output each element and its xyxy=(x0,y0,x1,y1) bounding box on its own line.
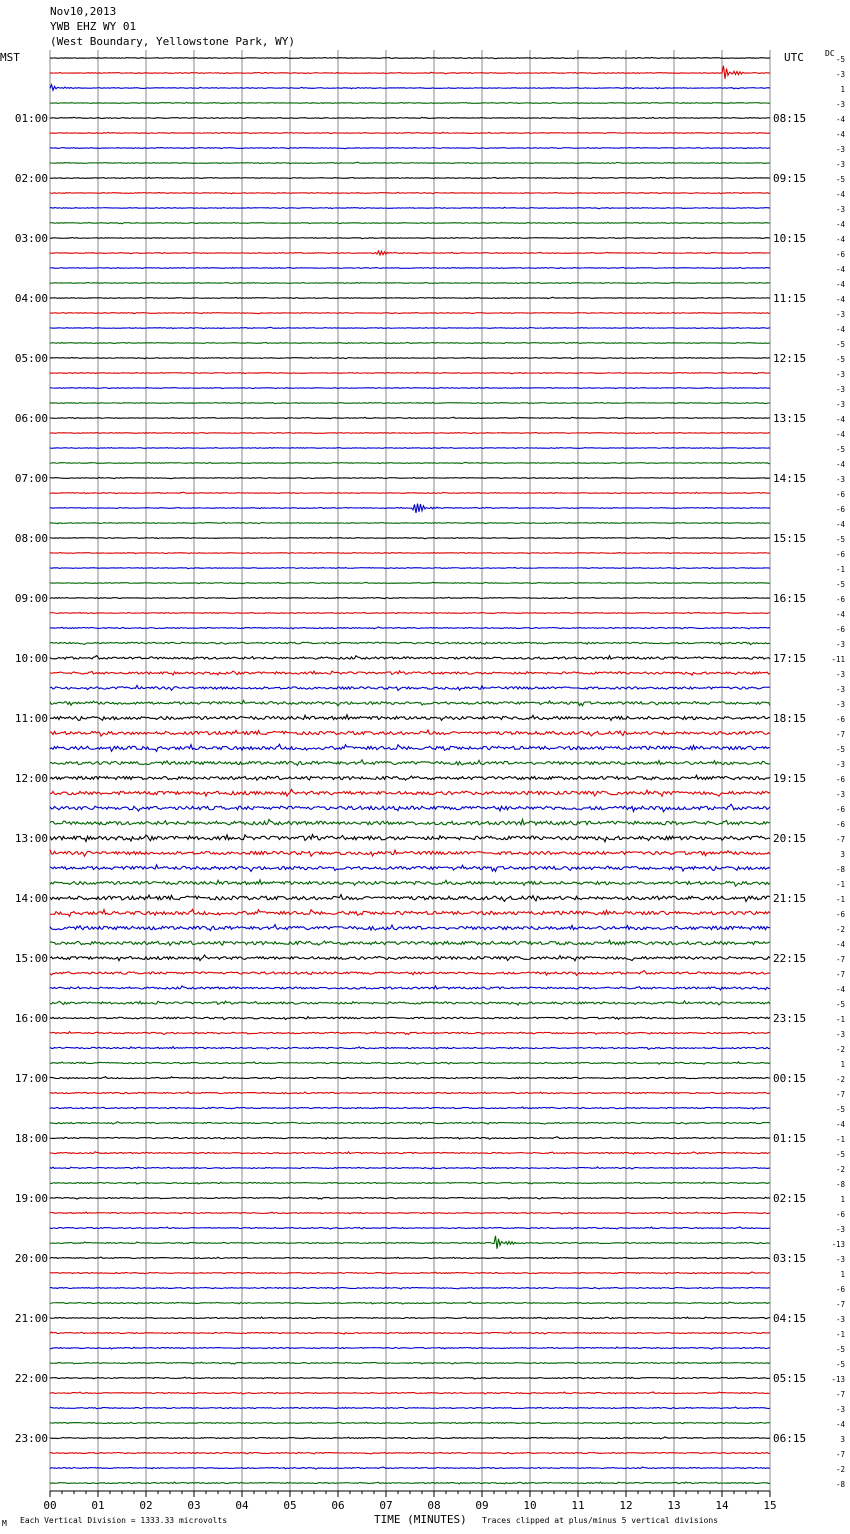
dc-offset-label: -3 xyxy=(835,760,845,769)
trace-row-21 xyxy=(50,372,770,373)
trace-row-50 xyxy=(50,804,770,812)
trace-row-93 xyxy=(50,1452,770,1454)
dc-offset-label: 1 xyxy=(840,1270,845,1279)
trace-row-81 xyxy=(50,1272,770,1274)
trace-row-8 xyxy=(50,177,770,178)
trace-row-46 xyxy=(50,744,770,751)
left-hour-label: 10:00 xyxy=(14,652,48,665)
right-hour-label: 04:15 xyxy=(773,1312,807,1325)
trace-row-86 xyxy=(50,1347,770,1349)
dc-offset-label: -6 xyxy=(835,505,845,514)
trace-row-94 xyxy=(50,1467,770,1469)
trace-row-64 xyxy=(50,1017,770,1020)
right-hour-label: 13:15 xyxy=(773,412,807,425)
trace-row-27 xyxy=(50,462,770,463)
trace-row-75 xyxy=(50,1182,770,1184)
dc-offset-label: 3 xyxy=(840,1435,845,1444)
trace-row-16 xyxy=(50,297,770,298)
station-channel: YWB EHZ WY 01 xyxy=(50,20,137,33)
dc-offset-label: -5 xyxy=(835,1360,845,1369)
trace-row-25 xyxy=(50,432,770,433)
left-hour-label: 05:00 xyxy=(14,352,48,365)
left-hour-label: 20:00 xyxy=(14,1252,48,1265)
trace-row-77 xyxy=(50,1212,770,1214)
dc-offset-label: -4 xyxy=(835,430,845,439)
dc-offset-label: -3 xyxy=(835,145,845,154)
trace-row-47 xyxy=(50,760,770,766)
trace-row-19 xyxy=(50,342,770,343)
dc-offset-label: -3 xyxy=(835,700,845,709)
trace-row-24 xyxy=(50,417,770,418)
left-hour-label: 18:00 xyxy=(14,1132,48,1145)
right-hour-label: 09:15 xyxy=(773,172,807,185)
dc-offset-label: -4 xyxy=(835,130,845,139)
right-hour-label: 15:15 xyxy=(773,532,807,545)
x-tick-label: 09 xyxy=(475,1499,489,1512)
station-date: Nov10,2013 xyxy=(50,5,117,18)
right-timezone-label: UTC xyxy=(784,51,804,64)
dc-offset-label: -8 xyxy=(835,1180,845,1189)
dc-offset-label: -4 xyxy=(835,325,845,334)
dc-offset-label: -6 xyxy=(835,625,845,634)
trace-row-28 xyxy=(50,477,770,478)
dc-offset-label: -5 xyxy=(835,1105,845,1114)
right-hour-label: 18:15 xyxy=(773,712,807,725)
left-hour-label: 03:00 xyxy=(14,232,48,245)
dc-offset-label: -3 xyxy=(835,1255,845,1264)
trace-row-43 xyxy=(50,700,770,705)
trace-row-65 xyxy=(50,1032,770,1035)
row-labels xyxy=(15,55,846,1489)
left-hour-label: 13:00 xyxy=(14,832,48,845)
dc-offset-label: -6 xyxy=(835,910,845,919)
right-hour-label: 00:15 xyxy=(773,1072,807,1085)
dc-offset-label: -13 xyxy=(831,1375,845,1384)
right-hour-label: 12:15 xyxy=(773,352,807,365)
trace-row-88 xyxy=(50,1377,770,1379)
left-hour-label: 17:00 xyxy=(14,1072,48,1085)
right-hour-label: 03:15 xyxy=(773,1252,807,1265)
dc-offset-label: -4 xyxy=(835,235,845,244)
left-hour-label: 01:00 xyxy=(14,112,48,125)
right-hour-label: 16:15 xyxy=(773,592,807,605)
right-hour-label: 10:15 xyxy=(773,232,807,245)
dc-offset-label: -6 xyxy=(835,820,845,829)
trace-row-10 xyxy=(50,207,770,208)
x-tick-label: 06 xyxy=(331,1499,345,1512)
trace-row-31 xyxy=(50,522,770,524)
dc-offset-label: -6 xyxy=(835,1210,845,1219)
dc-offset-label: -4 xyxy=(835,115,845,124)
trace-row-3 xyxy=(50,102,770,103)
dc-offset-label: -6 xyxy=(835,595,845,604)
x-tick-label: 12 xyxy=(619,1499,633,1512)
dc-offset-label: -7 xyxy=(835,1300,845,1309)
trace-row-44 xyxy=(50,715,770,721)
dc-offset-label: -3 xyxy=(835,100,845,109)
dc-offset-label: -4 xyxy=(835,520,845,529)
trace-row-69 xyxy=(50,1092,770,1094)
trace-row-5 xyxy=(50,132,770,133)
left-hour-label: 11:00 xyxy=(14,712,48,725)
dc-offset-label: -3 xyxy=(835,790,845,799)
dc-offset-label: -4 xyxy=(835,295,845,304)
dc-offset-label: -11 xyxy=(831,655,845,664)
trace-row-80 xyxy=(50,1257,770,1259)
dc-offset-label: -4 xyxy=(835,190,845,199)
trace-row-1 xyxy=(50,66,770,79)
x-tick-label: 02 xyxy=(139,1499,153,1512)
dc-offset-label: -7 xyxy=(835,1090,845,1099)
scale-note: Each Vertical Division = 1333.33 microvolts xyxy=(20,1516,228,1525)
trace-row-67 xyxy=(50,1062,770,1064)
dc-offset-label: -2 xyxy=(835,1045,845,1054)
trace-row-83 xyxy=(50,1302,770,1304)
trace-row-4 xyxy=(50,117,770,118)
dc-offset-label: -5 xyxy=(835,340,845,349)
dc-offset-label: -1 xyxy=(835,1330,845,1339)
trace-row-62 xyxy=(50,986,770,990)
trace-row-13 xyxy=(50,251,770,255)
trace-row-87 xyxy=(50,1362,770,1364)
dc-offset-label: -6 xyxy=(835,550,845,559)
left-hour-label: 23:00 xyxy=(14,1432,48,1445)
dc-offset-label: -1 xyxy=(835,880,845,889)
trace-row-76 xyxy=(50,1197,770,1199)
x-tick-label: 03 xyxy=(187,1499,201,1512)
x-tick-label: 00 xyxy=(43,1499,57,1512)
dc-offset-label: -3 xyxy=(835,1315,845,1324)
dc-offset-label: -4 xyxy=(835,985,845,994)
trace-row-73 xyxy=(50,1152,770,1154)
trace-row-61 xyxy=(50,971,770,976)
trace-row-79 xyxy=(50,1236,770,1249)
left-hour-label: 08:00 xyxy=(14,532,48,545)
trace-row-58 xyxy=(50,925,770,931)
dc-offset-label: -6 xyxy=(835,1285,845,1294)
dc-offset-label: -7 xyxy=(835,970,845,979)
trace-row-63 xyxy=(50,1001,770,1005)
trace-row-18 xyxy=(50,327,770,328)
trace-row-91 xyxy=(50,1422,770,1424)
trace-row-74 xyxy=(50,1167,770,1169)
trace-row-59 xyxy=(50,940,770,945)
trace-row-72 xyxy=(50,1137,770,1140)
dc-offset-label: -6 xyxy=(835,715,845,724)
dc-offset-label: -6 xyxy=(835,250,845,259)
left-hour-label: 16:00 xyxy=(14,1012,48,1025)
dc-offset-label: 3 xyxy=(840,850,845,859)
right-hour-label: 02:15 xyxy=(773,1192,807,1205)
x-tick-label: 05 xyxy=(283,1499,297,1512)
seismic-traces xyxy=(50,57,770,1484)
dc-offset-label: -4 xyxy=(835,940,845,949)
dc-offset-label: -1 xyxy=(835,565,845,574)
left-hour-label: 12:00 xyxy=(14,772,48,785)
corner-mark: M xyxy=(2,1519,7,1528)
x-tick-label: 11 xyxy=(571,1499,585,1512)
right-hour-label: 08:15 xyxy=(773,112,807,125)
trace-row-36 xyxy=(50,597,770,598)
right-hour-label: 11:15 xyxy=(773,292,807,305)
trace-row-15 xyxy=(50,282,770,283)
dc-offset-label: -8 xyxy=(835,1480,845,1489)
trace-row-12 xyxy=(50,237,770,238)
trace-row-53 xyxy=(50,849,770,856)
dc-offset-label: -4 xyxy=(835,1120,845,1129)
x-tick-label: 15 xyxy=(763,1499,777,1512)
trace-row-30 xyxy=(50,504,770,513)
dc-offset-label: -5 xyxy=(835,445,845,454)
right-hour-label: 17:15 xyxy=(773,652,807,665)
right-hour-label: 05:15 xyxy=(773,1372,807,1385)
trace-row-23 xyxy=(50,402,770,403)
trace-row-85 xyxy=(50,1332,770,1334)
trace-row-48 xyxy=(50,775,770,780)
trace-row-35 xyxy=(50,582,770,583)
trace-row-7 xyxy=(50,162,770,163)
left-timezone-label: MST xyxy=(0,51,20,64)
x-tick-label: 01 xyxy=(91,1499,105,1512)
trace-row-78 xyxy=(50,1227,770,1229)
trace-row-41 xyxy=(50,671,770,675)
dc-offset-label: -3 xyxy=(835,1030,845,1039)
dc-offset-label: -7 xyxy=(835,730,845,739)
trace-row-49 xyxy=(50,789,770,796)
left-hour-label: 21:00 xyxy=(14,1312,48,1325)
trace-row-70 xyxy=(50,1107,770,1109)
dc-offset-label: 1 xyxy=(840,1195,845,1204)
left-hour-label: 04:00 xyxy=(14,292,48,305)
trace-row-66 xyxy=(50,1047,770,1050)
dc-offset-label: -2 xyxy=(835,1165,845,1174)
left-hour-label: 09:00 xyxy=(14,592,48,605)
dc-offset-label: -5 xyxy=(835,580,845,589)
dc-offset-label: -3 xyxy=(835,385,845,394)
dc-offset-label: 1 xyxy=(840,85,845,94)
dc-offset-label: -3 xyxy=(835,310,845,319)
trace-row-45 xyxy=(50,730,770,736)
trace-row-39 xyxy=(50,642,770,644)
trace-row-33 xyxy=(50,552,770,553)
dc-offset-label: -5 xyxy=(835,535,845,544)
x-tick-label: 10 xyxy=(523,1499,537,1512)
trace-row-0 xyxy=(50,57,770,58)
left-hour-label: 02:00 xyxy=(14,172,48,185)
dc-offset-label: -4 xyxy=(835,280,845,289)
trace-row-68 xyxy=(50,1077,770,1079)
dc-offset-label: -3 xyxy=(835,205,845,214)
dc-offset-label: -6 xyxy=(835,775,845,784)
trace-row-9 xyxy=(50,192,770,194)
trace-row-20 xyxy=(50,357,770,359)
x-tick-label: 14 xyxy=(715,1499,729,1512)
trace-row-34 xyxy=(50,567,770,568)
x-tick-label: 13 xyxy=(667,1499,681,1512)
dc-offset-label: -7 xyxy=(835,955,845,964)
dc-offset-label: -6 xyxy=(835,490,845,499)
trace-row-55 xyxy=(50,880,770,886)
right-hour-label: 01:15 xyxy=(773,1132,807,1145)
dc-offset-label: -4 xyxy=(835,265,845,274)
right-hour-label: 19:15 xyxy=(773,772,807,785)
left-hour-label: 19:00 xyxy=(14,1192,48,1205)
trace-row-56 xyxy=(50,895,770,902)
dc-offset-label: -4 xyxy=(835,1420,845,1429)
trace-row-26 xyxy=(50,447,770,448)
right-hour-label: 06:15 xyxy=(773,1432,807,1445)
trace-row-38 xyxy=(50,627,770,629)
trace-row-57 xyxy=(50,909,770,916)
trace-row-14 xyxy=(50,267,770,268)
dc-offset-label: -5 xyxy=(835,1345,845,1354)
dc-label: DC xyxy=(825,49,835,58)
trace-row-82 xyxy=(50,1287,770,1289)
trace-row-2 xyxy=(50,85,770,91)
dc-offset-label: -3 xyxy=(835,670,845,679)
trace-row-95 xyxy=(50,1482,770,1484)
dc-offset-label: -3 xyxy=(835,640,845,649)
dc-offset-label: -3 xyxy=(835,400,845,409)
trace-row-42 xyxy=(50,685,770,690)
trace-row-89 xyxy=(50,1392,770,1394)
dc-offset-label: -3 xyxy=(835,685,845,694)
right-hour-label: 23:15 xyxy=(773,1012,807,1025)
dc-offset-label: -1 xyxy=(835,895,845,904)
dc-offset-label: -13 xyxy=(831,1240,845,1249)
dc-offset-label: -7 xyxy=(835,1390,845,1399)
dc-offset-label: -5 xyxy=(835,355,845,364)
dc-offset-label: -5 xyxy=(835,55,845,64)
trace-row-52 xyxy=(50,835,770,842)
left-hour-label: 07:00 xyxy=(14,472,48,485)
trace-row-11 xyxy=(50,222,770,223)
dc-offset-label: -8 xyxy=(835,865,845,874)
dc-offset-label: -3 xyxy=(835,70,845,79)
trace-row-29 xyxy=(50,492,770,493)
trace-row-17 xyxy=(50,312,770,313)
dc-offset-label: -3 xyxy=(835,1225,845,1234)
time-grid xyxy=(50,50,770,1491)
dc-offset-label: -4 xyxy=(835,610,845,619)
dc-offset-label: -4 xyxy=(835,415,845,424)
x-tick-label: 07 xyxy=(379,1499,393,1512)
dc-offset-label: -1 xyxy=(835,1135,845,1144)
dc-offset-label: -7 xyxy=(835,1450,845,1459)
dc-offset-label: -3 xyxy=(835,1405,845,1414)
trace-row-40 xyxy=(50,656,770,660)
dc-offset-label: -6 xyxy=(835,805,845,814)
dc-offset-label: -5 xyxy=(835,1000,845,1009)
left-hour-label: 06:00 xyxy=(14,412,48,425)
right-hour-label: 14:15 xyxy=(773,472,807,485)
x-axis-title: TIME (MINUTES) xyxy=(374,1513,467,1526)
dc-offset-label: -7 xyxy=(835,835,845,844)
trace-row-54 xyxy=(50,865,770,872)
dc-offset-label: -2 xyxy=(835,1075,845,1084)
dc-offset-label: -4 xyxy=(835,460,845,469)
trace-row-71 xyxy=(50,1122,770,1124)
dc-offset-label: -5 xyxy=(835,1150,845,1159)
left-hour-label: 15:00 xyxy=(14,952,48,965)
dc-offset-label: 1 xyxy=(840,1060,845,1069)
dc-offset-label: -5 xyxy=(835,175,845,184)
dc-offset-label: -2 xyxy=(835,1465,845,1474)
clip-note: Traces clipped at plus/minus 5 vertical divisions xyxy=(482,1516,719,1525)
dc-offset-label: -2 xyxy=(835,925,845,934)
right-hour-label: 22:15 xyxy=(773,952,807,965)
trace-row-51 xyxy=(50,819,770,825)
trace-row-90 xyxy=(50,1407,770,1409)
dc-offset-label: -5 xyxy=(835,745,845,754)
right-hour-label: 21:15 xyxy=(773,892,807,905)
trace-row-32 xyxy=(50,537,770,538)
right-hour-label: 20:15 xyxy=(773,832,807,845)
dc-offset-label: -4 xyxy=(835,220,845,229)
trace-row-37 xyxy=(50,612,770,613)
dc-offset-label: -3 xyxy=(835,160,845,169)
trace-row-92 xyxy=(50,1437,770,1439)
dc-offset-label: -3 xyxy=(835,370,845,379)
station-location: (West Boundary, Yellowstone Park, WY) xyxy=(50,35,296,48)
dc-offset-label: -3 xyxy=(835,475,845,484)
x-tick-label: 04 xyxy=(235,1499,249,1512)
trace-row-22 xyxy=(50,387,770,388)
trace-row-6 xyxy=(50,147,770,148)
trace-row-60 xyxy=(50,955,770,961)
dc-offset-label: -1 xyxy=(835,1015,845,1024)
x-tick-label: 08 xyxy=(427,1499,441,1512)
trace-row-84 xyxy=(50,1317,770,1319)
left-hour-label: 22:00 xyxy=(14,1372,48,1385)
time-axis xyxy=(43,1491,776,1512)
left-hour-label: 14:00 xyxy=(14,892,48,905)
